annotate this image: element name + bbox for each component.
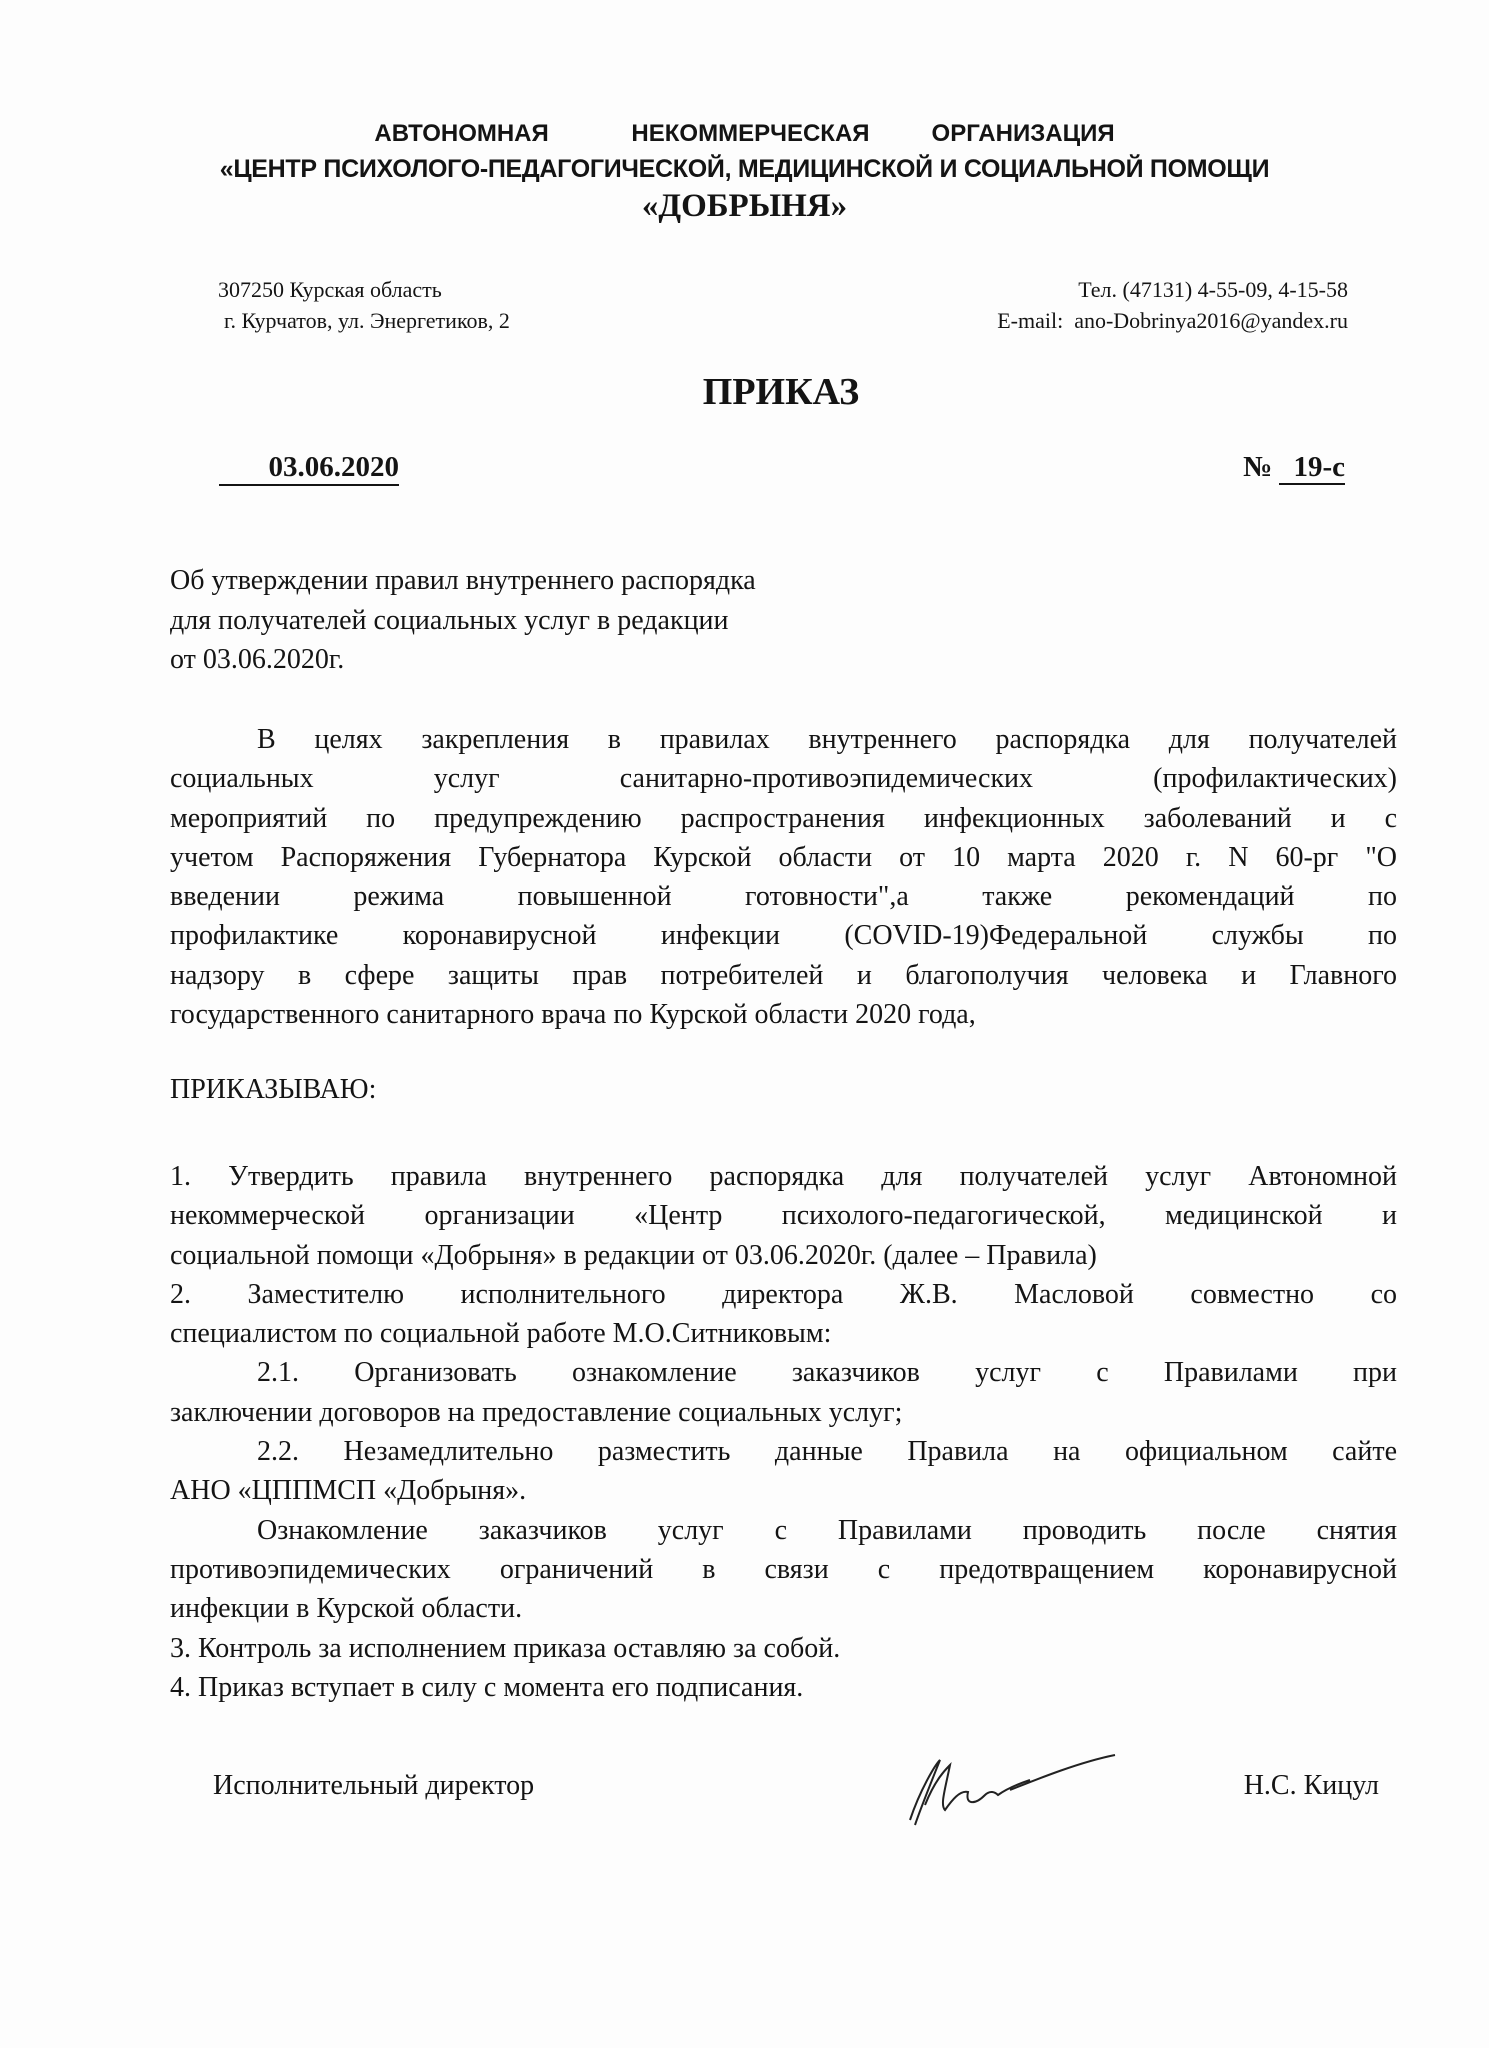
item-line: 2.1. Организовать ознакомление заказчиков услуг с Правилами при: [257, 1357, 1397, 1389]
item-line: инфекции в Курской области.: [170, 1593, 523, 1625]
text-line: В целях закрепления в правилах внутреннего распорядка для получателей: [257, 724, 1397, 755]
item-line: противоэпидемических ограничений в связи с предотвращением коронавирусной: [170, 1553, 1397, 1585]
order-word: ПРИКАЗЫВАЮ:: [170, 1074, 377, 1105]
address-line: г. Курчатов, ул. Энергетиков, 2: [224, 308, 510, 333]
order-date: 03.06.2020: [219, 450, 399, 486]
text-line: введении режима повышенной готовности",а также рекомендаций по: [170, 881, 1397, 913]
contacts: [997, 274, 1348, 336]
item-line: Ознакомление заказчиков услуг с Правилами проводить после снятия: [257, 1514, 1397, 1546]
item-line: социальной помощи «Добрыня» в редакции от 03.06.2020г. (далее – Правила): [170, 1239, 1097, 1271]
text-line: профилактике коронавирусной инфекции (COVID-19)Федеральной службы по: [170, 920, 1397, 952]
item-line: АНО «ЦППМСП «Добрыня».: [170, 1475, 527, 1507]
item-line: 2. Заместителю исполнительного директора Ж.В. Масловой совместно со: [170, 1278, 1397, 1310]
order-number: [1243, 450, 1345, 484]
item-line: заключении договоров на предоставление социальных услуг;: [170, 1396, 903, 1428]
org-short-name: «ДОБРЫНЯ»: [641, 188, 848, 224]
email: E-mail: ano-Dobrinya2016@yandex.ru: [997, 308, 1348, 333]
order-items: [170, 1157, 1397, 1707]
item-line: некоммерческой организации «Центр психолого-педагогической, медицинской и: [170, 1200, 1397, 1232]
phone: Тел. (47131) 4-55-09, 4-15-58: [1078, 277, 1348, 302]
text-line: надзору в сфере защиты прав потребителей и благополучия человека и Главного: [170, 959, 1397, 991]
order-subject: [170, 561, 756, 680]
address-line: 307250 Курская область: [218, 277, 442, 302]
item-line: 3. Контроль за исполнением приказа оставляю за собой.: [170, 1632, 841, 1664]
text-line: учетом Распоряжения Губернатора Курской области от 10 марта 2020 г. N 60-рг "О: [170, 841, 1397, 873]
preamble-paragraph: [170, 720, 1397, 1034]
text-line: государственного санитарного врача по Курской области 2020 года,: [170, 999, 976, 1031]
document-title: ПРИКАЗ: [702, 371, 860, 413]
subject-line: от 03.06.2020г.: [170, 644, 345, 675]
signatory-name: Н.С. Кицул: [1243, 1770, 1379, 1801]
item-line: специалистом по социальной работе М.О.Ситниковым:: [170, 1318, 832, 1350]
number-value: 19-с: [1279, 451, 1345, 485]
number-label: №: [1243, 451, 1273, 483]
subject-line: для получателей социальных услуг в редакции: [170, 604, 729, 636]
org-name-heading: «ЦЕНТР ПСИХОЛОГО-ПЕДАГОГИЧЕСКОЙ, МЕДИЦИНСКОЙ И СОЦИАЛЬНОЙ ПОМОЩИ: [219, 155, 1270, 183]
text-line: мероприятий по предупреждению распространения инфекционных заболеваний и с: [170, 802, 1397, 834]
signatory-role: Исполнительный директор: [213, 1770, 535, 1801]
item-line: 2.2. Незамедлительно разместить данные Правила на официальном сайте: [257, 1436, 1397, 1468]
org-type-heading: АВТОНОМНАЯ НЕКОММЕРЧЕСКАЯ ОРГАНИЗАЦИЯ: [374, 120, 1115, 147]
postal-address: [218, 274, 510, 336]
item-line: 4. Приказ вступает в силу с момента его подписания.: [170, 1671, 804, 1703]
text-line: социальных услуг санитарно-противоэпидемических (профилактических): [170, 763, 1397, 795]
subject-line: Об утверждении правил внутреннего распорядка: [170, 565, 756, 596]
handwritten-signature: [890, 1750, 1120, 1830]
item-line: 1. Утвердить правила внутреннего распорядка для получателей услуг Автономной: [170, 1161, 1397, 1192]
